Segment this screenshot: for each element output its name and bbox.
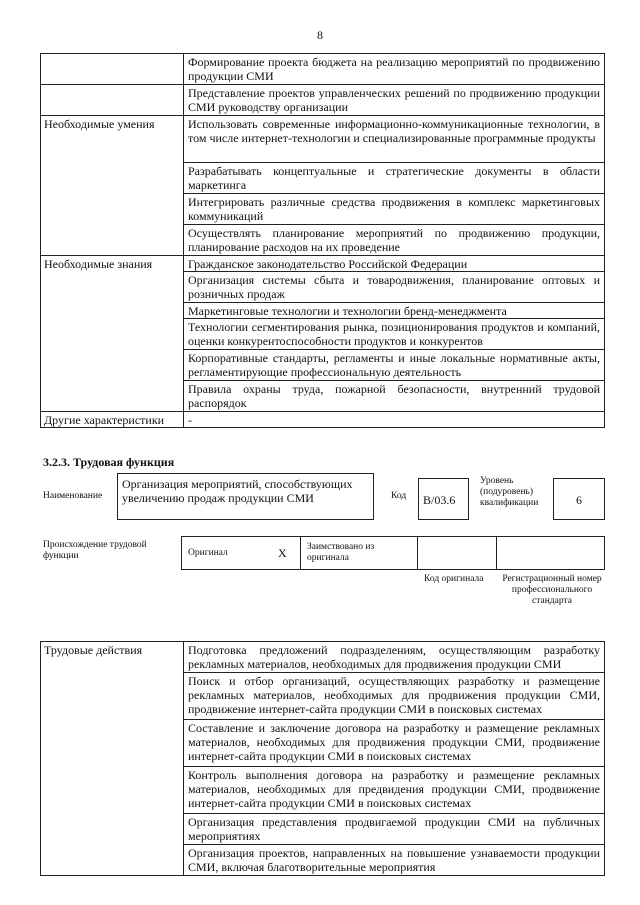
page-number: 8 <box>317 28 323 42</box>
labor-actions-table <box>40 641 605 876</box>
table-row: Правила охраны труда, пожарной безопасности, внутренний трудовой распорядок <box>184 381 605 412</box>
table-row: Интегрировать различные средства продвижения в комплекс маркетинговых коммуникаций <box>184 194 605 225</box>
table-row: Контроль выполнения договора на разработку и размещение рекламных материалов, необходимых для предвидения продукции СМИ, продвижение интернет-сайта продукции СМИ в поисковых системах <box>184 767 605 814</box>
table-row: Подготовка предложений подразделениям, осуществляющим разработку рекламных материалов, необходимых для продвижения продукции СМИ <box>184 642 605 673</box>
origin-label: Происхождение трудовой функции <box>43 540 147 561</box>
code-original-caption: Код оригинала <box>424 574 484 584</box>
empty-label-cell <box>41 54 184 85</box>
table-row: Составление и заключение договора на разработку и размещение рекламных материалов, необходимых для продвижения продукции СМИ, продвижение интернет-сайта продукции СМИ в поисковых системах <box>184 720 605 767</box>
level-box <box>553 478 605 520</box>
original-cell <box>181 536 301 570</box>
empty-label-cell <box>41 85 184 116</box>
other-label: Другие характеристики <box>41 412 184 428</box>
code-box <box>418 478 469 520</box>
name-label: Наименование <box>43 491 103 501</box>
table-row: Маркетинговые технологии и технологии бренд-менеджмента <box>184 303 605 319</box>
table-row: Поиск и отбор организаций, осуществляющих разработку и размещение рекламных материалов, необходимых для продвижения продукции СМИ, продвижение интернет-сайта продукции СМИ в поисковых системах <box>184 673 605 720</box>
code-value: B/03.6 <box>423 493 456 507</box>
table-row: Разрабатывать концептуальные и стратегические документы в области маркетинга <box>184 163 605 194</box>
table-row: Организация проектов, направленных на повышение узнаваемости продукции СМИ, включая благотворительные мероприятия <box>184 845 605 876</box>
table-row: Использовать современные информационно-коммуникационные технологии, в том числе интернет-технологии и специализированные программные продукты <box>184 116 605 163</box>
skills-label: Необходимые умения <box>41 116 184 256</box>
knowledge-label: Необходимые знания <box>41 256 184 412</box>
table-row: Гражданское законодательство Российской Федерации <box>184 256 605 272</box>
level-label: Уровень (подуровень) квалификации <box>480 476 539 508</box>
code-original-cell <box>417 536 497 570</box>
requirements-table <box>40 53 605 428</box>
borrowed-label: Заимствовано из оригинала <box>307 542 375 563</box>
table-row: Формирование проекта бюджета на реализацию мероприятий по продвижению продукции СМИ <box>184 54 605 85</box>
reg-number-caption: Регистрационный номер профессионального стандарта <box>502 574 602 606</box>
original-label: Оригинал <box>188 548 228 558</box>
table-row: Корпоративные стандарты, регламенты и иные локальные нормативные акты, регламентирующие профессиональную деятельность <box>184 350 605 381</box>
function-name-box <box>117 473 374 520</box>
other-value: - <box>184 412 605 428</box>
table-row: Осуществлять планирование мероприятий по продвижению продукции, планирование расходов на их проведение <box>184 225 605 256</box>
actions-label: Трудовые действия <box>41 642 184 876</box>
table-row: Технологии сегментирования рынка, позиционирования продуктов и компаний, оценки конкурентоспособности продуктов и конкурентов <box>184 319 605 350</box>
level-value: 6 <box>576 493 582 507</box>
original-mark: X <box>278 546 287 560</box>
code-label: Код <box>391 491 407 501</box>
table-row: Представление проектов управленческих решений по продвижению продукции СМИ руководству организации <box>184 85 605 116</box>
table-row: Организация системы сбыта и товародвижения, планирование оптовых и розничных продаж <box>184 272 605 303</box>
table-row: Организация представления продвигаемой продукции СМИ на публичных мероприятиях <box>184 814 605 845</box>
section-title: 3.2.3. Трудовая функция <box>43 455 175 469</box>
function-name: Организация мероприятий, способствующих увеличению продаж продукции СМИ <box>122 477 353 505</box>
